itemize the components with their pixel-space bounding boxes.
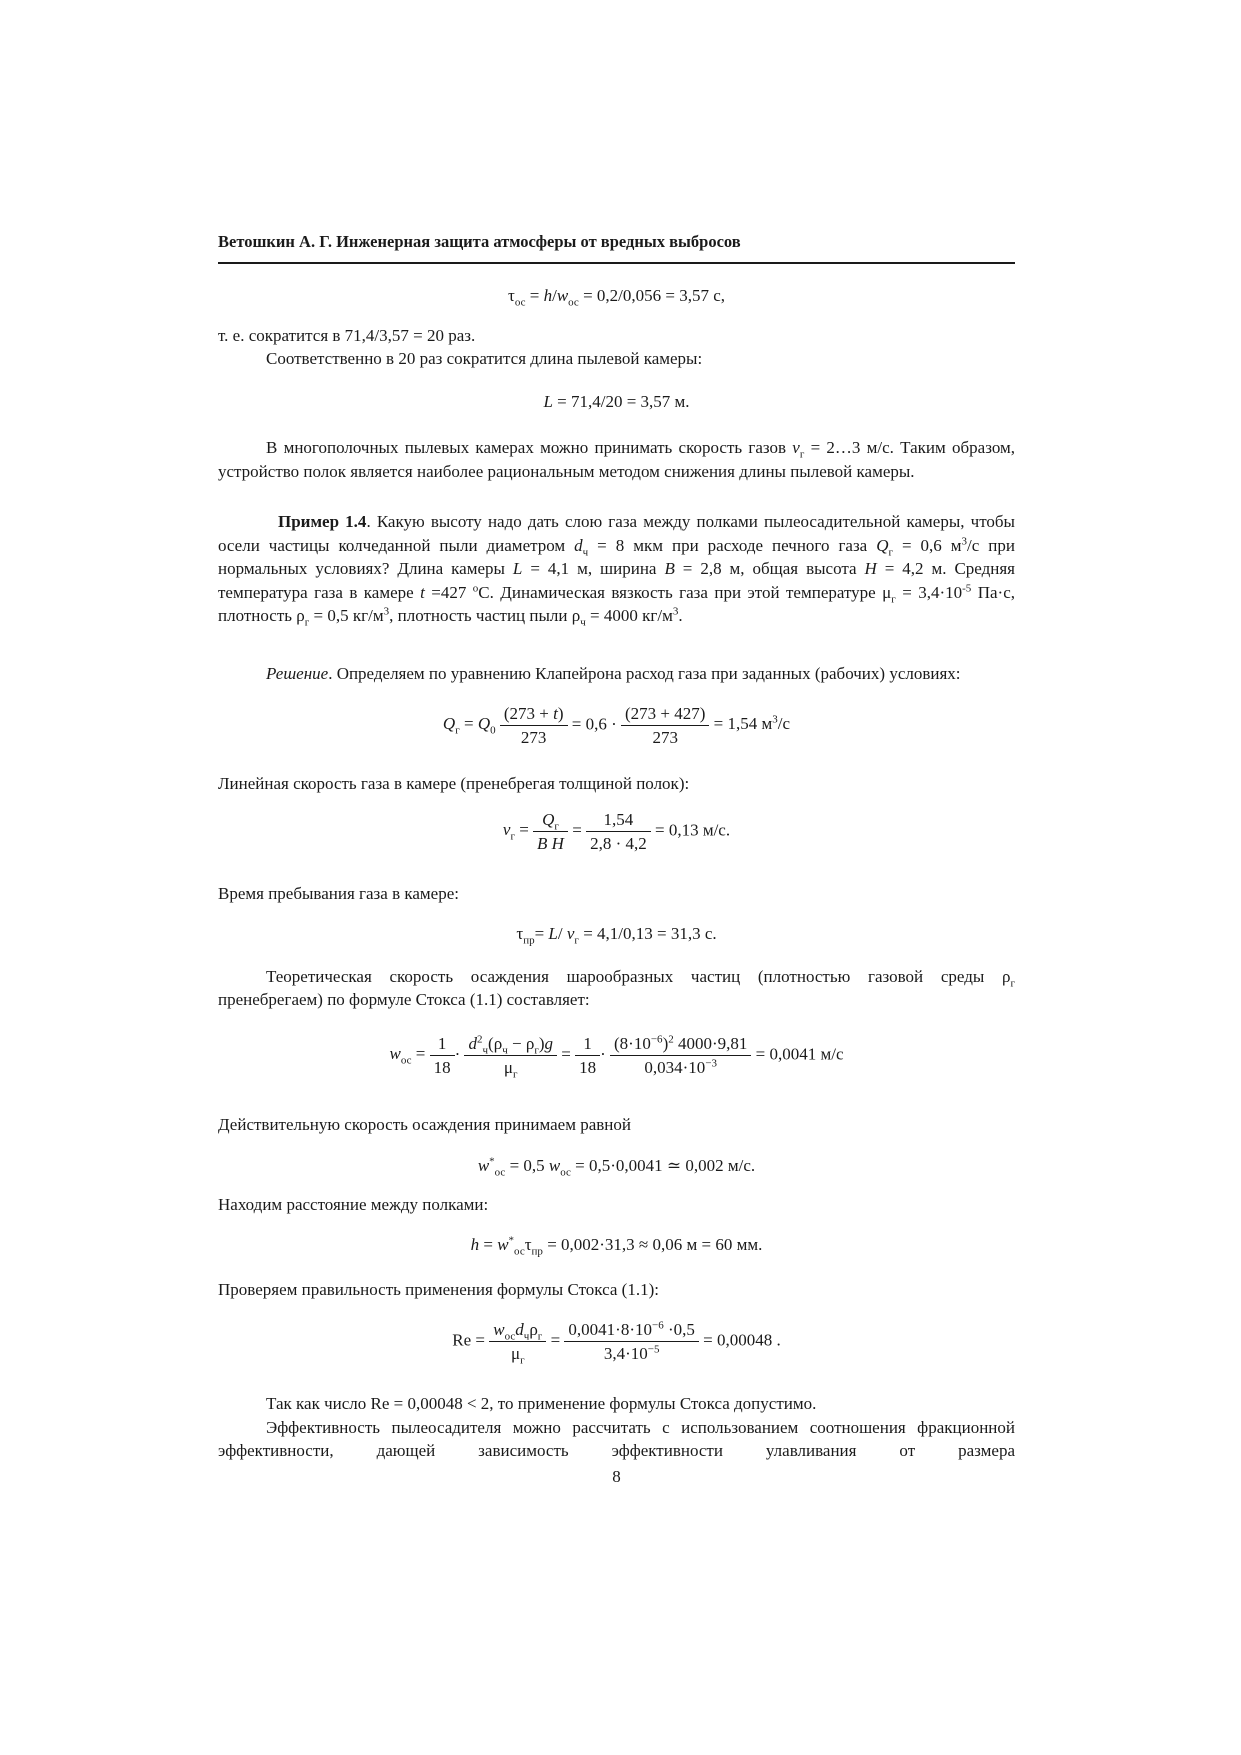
paragraph: Соответственно в 20 раз сократится длина пылевой камеры: (266, 349, 703, 368)
formula-gas-velocity: $v_г$ = $\frac{Q_г}{\text{B H}}$ = $\frac{1,54}{2,8 \cdot 4,2}$ = 0,13 м/с. (502, 810, 731, 853)
paragraph: Находим расстояние между полками: (218, 1195, 489, 1214)
formula-residence-time: $\tau_{пр}= L/$ $v_г = 4,1/0,13 = 31,3$ с. (516, 924, 717, 947)
running-header: Ветошкин А. Г. Инженерная защита атмосферы от вредных выбросов (218, 232, 741, 251)
paragraph: Линейная скорость газа в камере (пренебрегая толщиной полок): (218, 774, 690, 793)
paragraph-solution: Решение. Определяем по уравнению Клапейрона расход газа при заданных (рабочих) условиях: (266, 664, 961, 683)
paragraph: т. е. сократится в 71,4/3,57 = 20 раз. (218, 326, 476, 345)
page-number: 8 (612, 1467, 621, 1486)
paragraph: Время пребывания газа в камере: (218, 884, 459, 903)
paragraph: Эффективность пылеосадителя можно рассчитать с использованием соотношения фракционной эффективности, дающей зависимость эффективности улавливания от размера (218, 1418, 1015, 1460)
formula-actual-velocity: $w^*_{ос} = 0,5$ $w_{ос} = 0,5\cdot 0,0041$ ≃ 0,002 м/с. (477, 1155, 756, 1179)
paragraph: В многополочных пылевых камерах можно принимать скорость газов $v_г$ = 2…3 м/с. Таким образом, устройство полок является наиболее рациональным методом снижения длины пылевой камеры. (218, 438, 1016, 481)
formula-stokes-velocity: $w_{ос}$ = $\frac{1}{18}$ · $\frac{d^2_ч(\rho_ч - \rho_г)g}{\mu_г}$ = $\frac{1}{18}$ · $\frac{(8\cdot 10^{-6})^2 4000\cdot 9,81}{0,034\cdot 10^{-3}}$ = 0,0041 м/с (389, 1033, 844, 1081)
paragraph: Действительную скорость осаждения принимаем равной (218, 1115, 631, 1134)
header-rule (218, 262, 1015, 264)
formula-chamber-length: L = 71,4/20 = 3,57 м. (543, 392, 690, 411)
paragraph-example: Пример 1.4. Какую высоту надо дать слою газа между полками пылеосадительной камеры, чтобы осели частицы колчеданной пыли диаметром $d_ч = 8$ мкм при расходе печного газа $Q_г = 0,6$ $м^3/с$ при нормальных условиях? Длина камеры L = 4,1 м, ширина B = 2,8 м, общая высота H = 4,2 м. Средняя температура газа в камере t =427 $^о$С. Динамическая вязкость газа при этой температуре $\mu_г = 3,4\cdot 10^{-5}$ Па·с, плотность $\rho_г = 0,5$ $кг/м^3$, плотность частиц пыли $\rho_ч = 4000$ $кг/м^3$. (218, 512, 1015, 629)
formula-shelf-spacing: $h = w^*_{ос}\tau_{пр} = 0,002\cdot 31,3 \approx 0,06$ м = 60 мм. (470, 1234, 763, 1258)
paragraph: Теоретическая скорость осаждения шарообразных частиц (плотностью газовой среды $\rho_г$ пренебрегаем) по формуле Стокса (1.1) составляет: (218, 967, 1015, 1009)
formula-reynolds: Re = $\frac{w_{ос}d_ч\rho_г}{\mu_г}$ = $\frac{0,0041\cdot 8\cdot 10^{-6} \cdot 0,5}{3,4\cdot 10^{-5}}$ = 0,00048 . (452, 1319, 781, 1367)
formula-settling-time: $\tau_{ос} = h/w_{ос} = 0,2/0,056 = 3,57$ с, (507, 286, 726, 309)
paragraph: Так как число Re = 0,00048 < 2, то применение формулы Стокса допустимо. (266, 1394, 817, 1413)
paragraph: Проверяем правильность применения формулы Стокса (1.1): (218, 1280, 659, 1299)
formula-gas-flow: $Q_г = Q_0$ $\frac{(273 + t)}{273}$ = 0,6 · $\frac{(273 + 427)}{273}$ = 1,54 $м^3/с$ (442, 704, 791, 747)
